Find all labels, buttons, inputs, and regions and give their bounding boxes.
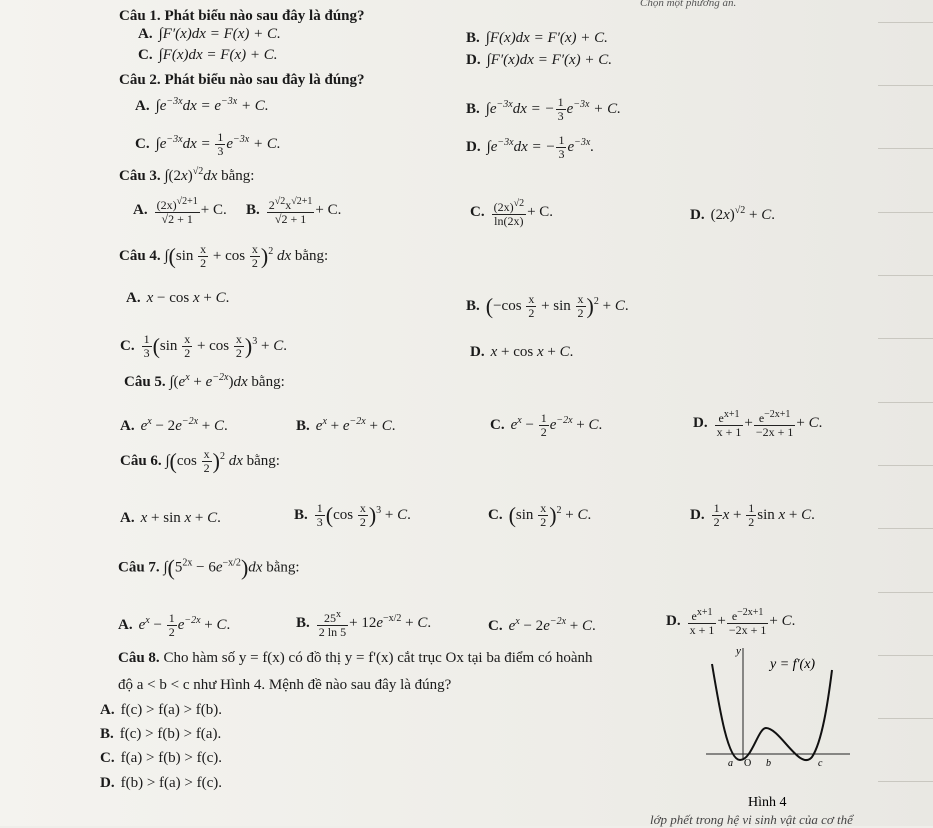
ruled-line — [878, 465, 933, 466]
q6-option-d[interactable]: D. $\frac{1}{2}$ x + $\frac{1}{2}$ sin x + C. — [690, 501, 815, 529]
question-8: Câu 8. Cho hàm số y = f(x) có đồ thị y = f'(x) cắt trục Ox tại ba điểm có hoành — [118, 650, 593, 666]
ruled-line — [878, 85, 933, 86]
q4-option-a[interactable]: A. x − cos x + C. — [126, 290, 230, 306]
y-axis-label: y — [736, 645, 741, 657]
q5-option-c[interactable]: C. $e^x$ − $\frac{1}{2}$ $e^{-2x} + C$. — [490, 411, 603, 439]
ruled-line — [878, 275, 933, 276]
curve-f-prime — [712, 664, 832, 760]
question-text: Phát biểu nào sau đây là đúng? — [164, 8, 365, 24]
footer-fragment: lớp phết trong hệ vi sinh vật của cơ thể — [650, 812, 853, 827]
header-fragment: Chọn một phương án. — [640, 0, 737, 9]
q6-option-c[interactable]: C. (sin $\frac{x}{2}$ )$^2$ + C. — [488, 501, 592, 529]
ruled-line — [878, 402, 933, 403]
point-origin: O — [744, 758, 752, 769]
question-1 — [119, 8, 365, 25]
question-7: Câu 7. $\int(5^{2x} - 6e^{-x/2})dx$ bằng: — [118, 555, 300, 580]
q4-option-c[interactable]: C. $\frac{1}{3}$ (sin $\frac{x}{2}$ + cos $\frac{x}{2}$ )$^3$ + C. — [120, 332, 287, 360]
q6-option-b[interactable]: B. $\frac{1}{3}$ (cos $\frac{x}{2}$ )$^3$ + C. — [294, 501, 411, 529]
ruled-line — [878, 148, 933, 149]
q3-option-d[interactable]: D. $(2x)^{√2} + C$. — [690, 205, 775, 223]
q1-option-d[interactable]: D. ∫F′(x)dx = F′(x) + C. — [466, 52, 613, 68]
q8-option-b[interactable]: B. f(c) > f(b) > f(a). — [100, 726, 222, 742]
question-5: Câu 5. $\int(e^x + e^{-2x})dx$ bằng: — [124, 372, 285, 390]
q3-option-b[interactable]: B. $\frac{2^{√2}x^{√2+1}}{√2 + 1}$ + C. — [246, 196, 342, 226]
question-3: Câu 3. $\int(2x)^{√2}dx$ bằng: — [119, 166, 255, 184]
q1-option-c[interactable]: C. ∫F(x)dx = F(x) + C. — [138, 47, 278, 63]
q6-option-a[interactable]: A. x + sin x + C. — [120, 510, 221, 526]
ruled-line — [878, 592, 933, 593]
question-4: Câu 4. ∫(sin $\frac{x}{2}$ + cos $\frac{x}{2}$ )$^2$ dx bằng: — [119, 242, 329, 270]
question-2: Câu 2. Phát biểu nào sau đây là đúng? — [119, 72, 365, 88]
q4-option-b[interactable]: B. (−cos $\frac{x}{2}$ + sin $\frac{x}{2}$ )$^2$ + C. — [466, 292, 629, 320]
ruled-line — [878, 781, 933, 782]
q7-option-d[interactable]: D. $\frac{e^{x+1}}{x + 1}$ + $\frac{e^{-2x+1}}{-2x + 1}$ + C. — [666, 607, 796, 637]
question-8-line2: độ a < b < c như Hình 4. Mệnh đề nào sau đây là đúng? — [118, 677, 452, 693]
q7-option-b[interactable]: B. $\frac{25^x}{2 \ln 5}$ + $12e^{-x/2} + C$. — [296, 609, 432, 639]
q7-option-c[interactable]: C. $e^x - 2e^{-2x} + C$. — [488, 616, 596, 634]
ruled-line — [878, 718, 933, 719]
figure-caption: Hình 4 — [748, 795, 787, 810]
q2-option-b[interactable]: B. $\int e^{-3x}dx$ = − $\frac{1}{3}$ $e^{-3x} + C$. — [466, 95, 621, 123]
q2-option-a[interactable]: A. $\int e^{-3x}dx = e^{-3x} + C$. — [135, 96, 269, 114]
ruled-line — [878, 655, 933, 656]
q2-option-d[interactable]: D. $\int e^{-3x}dx$ = − $\frac{1}{3}$ $e^{-3x}$. — [466, 133, 595, 161]
q7-option-a[interactable]: A. $e^x$ − $\frac{1}{2}$ $e^{-2x} + C$. — [118, 611, 231, 639]
q4-option-d[interactable]: D. x + cos x + C. — [470, 344, 574, 360]
q1-option-b[interactable]: B. ∫F(x)dx = F′(x) + C. — [466, 30, 608, 46]
ruled-line — [878, 338, 933, 339]
point-c: c — [818, 758, 823, 769]
figure-hinh-4 — [700, 642, 860, 812]
q1-option-a[interactable]: A. ∫F′(x)dx = F(x) + C. — [138, 26, 281, 42]
ruled-line — [878, 528, 933, 529]
q3-option-c[interactable]: C. $\frac{(2x)^{√2}}{\ln(2x)}$ + C. — [470, 198, 554, 228]
q5-option-d[interactable]: D. $\frac{e^{x+1}}{x + 1}$ + $\frac{e^{-2x+1}}{-2x + 1}$ + C. — [693, 409, 823, 439]
q5-option-a[interactable]: A. $e^x - 2e^{-2x} + C$. — [120, 416, 228, 434]
q8-option-a[interactable]: A. f(c) > f(a) > f(b). — [100, 702, 223, 718]
question-6: Câu 6. ∫(cos $\frac{x}{2}$ )$^2$ dx bằng: — [120, 447, 280, 475]
point-b: b — [766, 758, 771, 769]
curve-label: y = f'(x) — [770, 657, 816, 672]
ruled-line — [878, 212, 933, 213]
point-a: a — [728, 758, 733, 769]
q8-option-d[interactable]: D. f(b) > f(a) > f(c). — [100, 775, 223, 791]
q3-option-a[interactable]: A. $\frac{(2x)^{√2+1}}{√2 + 1}$ + C. — [133, 196, 227, 226]
q8-option-c[interactable]: C. f(a) > f(b) > f(c). — [100, 750, 223, 766]
q5-option-b[interactable]: B. $e^x + e^{-2x} + C$. — [296, 416, 396, 434]
question-label: Câu 1. — [119, 8, 161, 24]
ruled-line — [878, 22, 933, 23]
q2-option-c[interactable]: C. $\int e^{-3x}dx$ = $\frac{1}{3}$ $e^{-3x} + C$. — [135, 130, 281, 158]
